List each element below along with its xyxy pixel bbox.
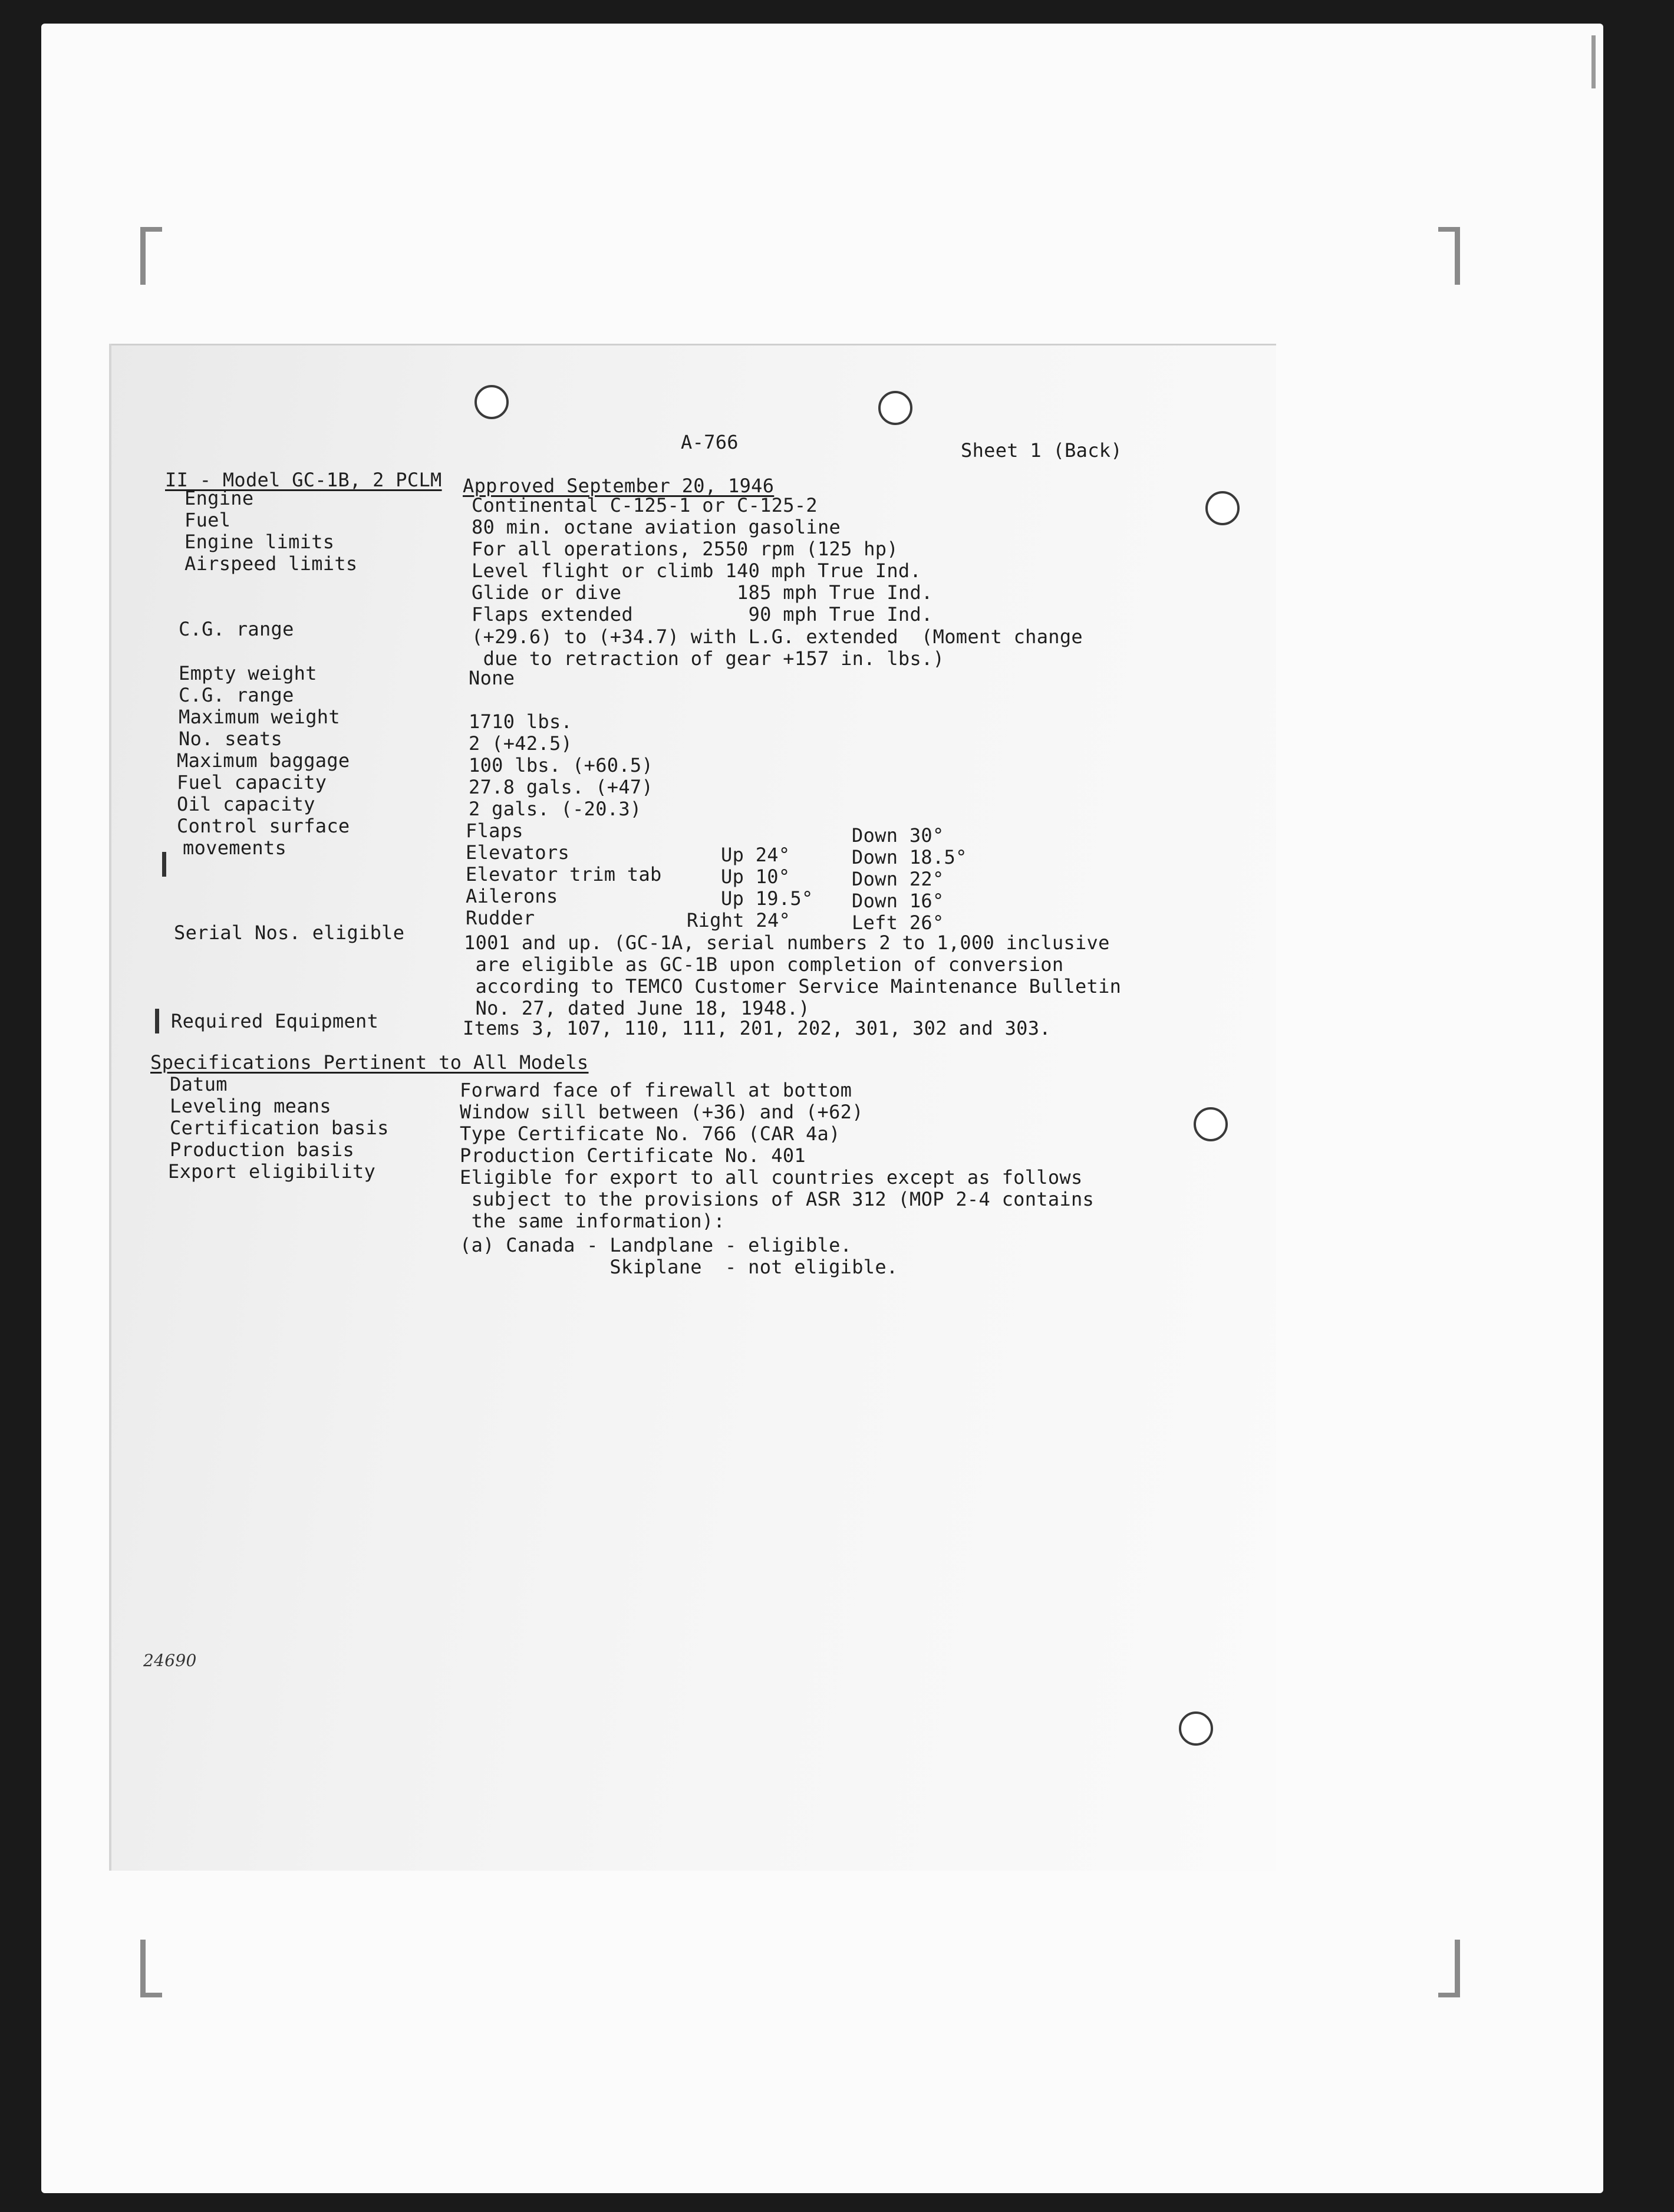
punch-hole	[1205, 491, 1240, 525]
spec-label: Oil capacity	[177, 793, 315, 815]
revision-bar	[155, 1009, 159, 1033]
surface-dir: Down 30°	[852, 824, 944, 847]
punch-hole	[878, 391, 912, 425]
export-line: subject to the provisions of ASR 312 (MOP 2-4 contains	[460, 1188, 1095, 1210]
control-surface-label: movements	[183, 837, 287, 859]
surface-dir: Down 18.5°	[852, 846, 967, 868]
spec-value: Window sill between (+36) and (+62)	[460, 1101, 864, 1123]
sheet-label: Sheet 1 (Back)	[961, 439, 1122, 462]
spec-value: Eligible for export to all countries except as follows	[460, 1166, 1083, 1189]
serial-line: are eligible as GC-1B upon completion of conversion	[464, 953, 1064, 976]
control-surface-label: Control surface	[177, 815, 350, 837]
revision-bar	[162, 852, 166, 877]
spec-value: Level flight or climb 140 mph True Ind.	[472, 559, 922, 582]
surface-name: Elevators	[466, 841, 570, 864]
serial-label: Serial Nos. eligible	[174, 921, 405, 944]
punch-hole	[1179, 1711, 1213, 1746]
spec-value: Flaps extended 90 mph True Ind.	[472, 603, 933, 626]
spec-label: Engine limits	[184, 531, 335, 553]
surface-dir: Down 22°	[852, 868, 944, 890]
surface-dir: Up 10°	[721, 865, 790, 888]
handwritten-number: 24690	[143, 1651, 197, 1670]
export-line: (a) Canada - Landplane - eligible.	[460, 1234, 852, 1256]
doc-number: A-766	[681, 431, 739, 453]
surface-dir: Right 24°	[687, 909, 791, 931]
surface-name: Elevator trim tab	[466, 863, 662, 886]
all-models-heading: Specifications Pertinent to All Models	[150, 1051, 589, 1074]
spec-label: Export eligibility	[168, 1160, 376, 1183]
spec-label: Empty weight	[179, 662, 317, 684]
spec-label: Airspeed limits	[184, 552, 358, 575]
spec-value: 2 gals. (-20.3)	[469, 798, 642, 820]
serial-line: 1001 and up. (GC-1A, serial numbers 2 to 1,000 inclusive	[464, 931, 1110, 954]
spec-value: Production Certificate No. 401	[460, 1144, 806, 1167]
spec-label: Fuel	[184, 509, 231, 531]
spec-label: Maximum baggage	[177, 749, 350, 772]
spec-label: Production basis	[170, 1138, 355, 1161]
spec-value: Glide or dive 185 mph True Ind.	[472, 581, 933, 604]
punch-hole	[1194, 1107, 1228, 1141]
spec-value: due to retraction of gear +157 in. lbs.)	[472, 647, 945, 670]
spec-value: For all operations, 2550 rpm (125 hp)	[472, 538, 898, 560]
spec-label: Maximum weight	[179, 706, 340, 728]
surface-name: Rudder	[466, 907, 535, 929]
punch-hole	[474, 385, 509, 419]
spec-label: No. seats	[179, 728, 283, 750]
spec-value: 1710 lbs.	[469, 710, 573, 733]
spec-label: C.G. range	[179, 618, 294, 640]
spec-label: Fuel capacity	[177, 771, 327, 794]
spec-value: 2 (+42.5)	[469, 732, 573, 755]
surface-name: Flaps	[466, 819, 523, 842]
crop-mark-bottom-left	[140, 1940, 162, 1997]
required-equipment-label: Required Equipment	[171, 1010, 379, 1032]
spec-value: Forward face of firewall at bottom	[460, 1079, 852, 1101]
export-line: Skiplane - not eligible.	[460, 1256, 898, 1278]
surface-dir: Up 24°	[721, 844, 790, 866]
required-equipment-value: Items 3, 107, 110, 111, 201, 202, 301, 302 and 303.	[463, 1017, 1051, 1039]
spec-value: Continental C-125-1 or C-125-2	[472, 494, 818, 516]
serial-line: No. 27, dated June 18, 1948.)	[464, 997, 810, 1019]
crop-mark-top-right	[1438, 227, 1460, 285]
spec-value: 80 min. octane aviation gasoline	[472, 516, 841, 538]
export-line: the same information):	[460, 1210, 726, 1232]
edge-mark	[1591, 35, 1596, 88]
approval-date: Approved September 20, 1946	[463, 475, 775, 497]
serial-line: according to TEMCO Customer Service Maintenance Bulletin	[464, 975, 1122, 998]
surface-dir: Down 16°	[852, 890, 944, 912]
spec-value: 100 lbs. (+60.5)	[469, 754, 654, 776]
spec-value: (+29.6) to (+34.7) with L.G. extended (Moment change	[472, 626, 1083, 648]
surface-name: Ailerons	[466, 885, 558, 907]
spec-label: Leveling means	[170, 1095, 331, 1117]
model-heading: II - Model GC-1B, 2 PCLM	[165, 469, 442, 491]
surface-dir: Up 19.5°	[721, 887, 813, 910]
spec-value: Type Certificate No. 766 (CAR 4a)	[460, 1123, 841, 1145]
spec-label: Engine	[184, 487, 254, 509]
spec-value: None	[469, 667, 515, 689]
surface-dir: Left 26°	[852, 911, 944, 934]
crop-mark-top-left	[140, 227, 162, 285]
spec-label: Certification basis	[170, 1117, 389, 1139]
spec-label: Datum	[170, 1073, 228, 1095]
spec-value: 27.8 gals. (+47)	[469, 776, 654, 798]
scanned-document	[109, 344, 1276, 1871]
crop-mark-bottom-right	[1438, 1940, 1460, 1997]
spec-label: C.G. range	[179, 684, 294, 706]
